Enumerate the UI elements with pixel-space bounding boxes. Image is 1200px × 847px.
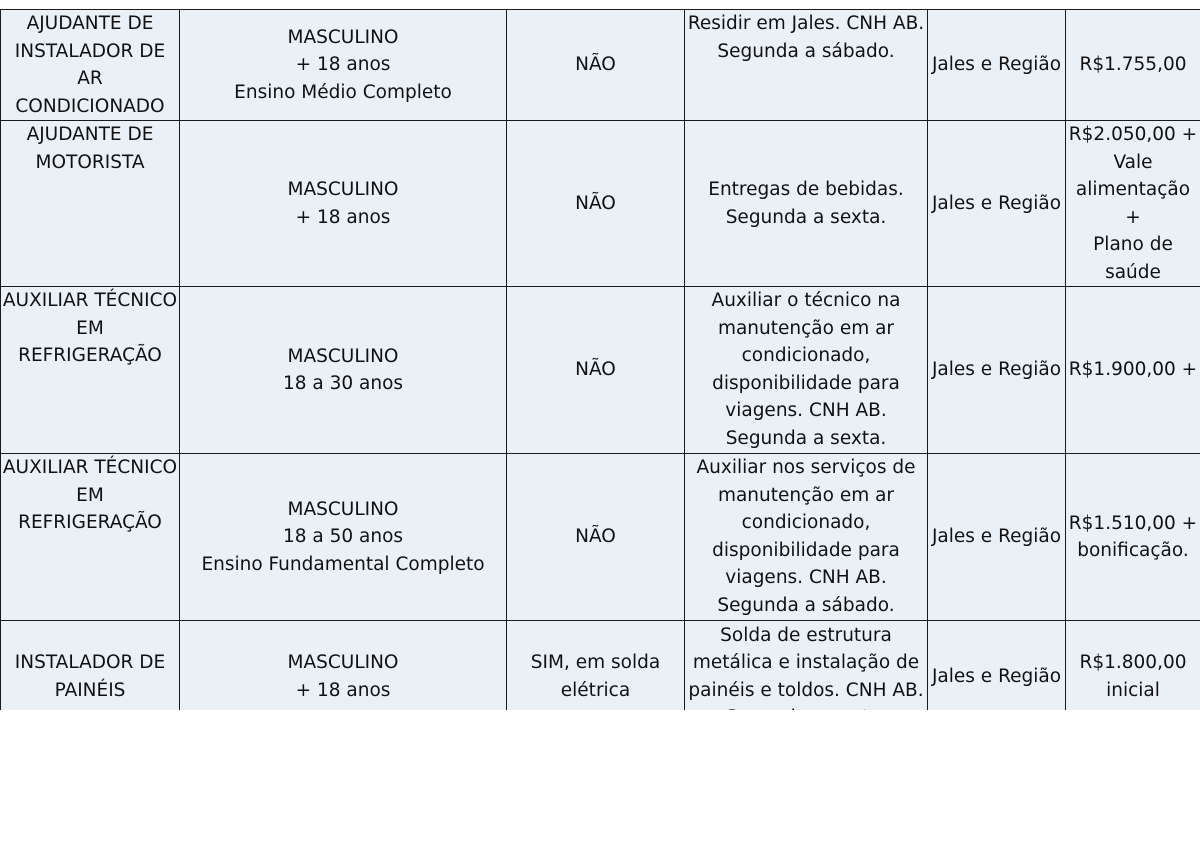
salary-line: R$1.510,00 + bbox=[1068, 512, 1198, 534]
location-cell bbox=[928, 287, 1066, 454]
position-line: AR bbox=[77, 68, 103, 89]
position-cell bbox=[1, 287, 180, 454]
experience-text: NÃO bbox=[575, 54, 616, 76]
position-line: EM bbox=[76, 317, 104, 339]
details-line: disponibilidade para bbox=[712, 539, 900, 561]
salary-line: Vale bbox=[1113, 151, 1153, 173]
salary-line: inicial bbox=[1106, 679, 1160, 701]
salary-line: R$2.050,00 + bbox=[1068, 124, 1198, 145]
experience-cell bbox=[507, 10, 685, 121]
details-line: Entregas de bebidas. bbox=[708, 179, 904, 200]
position-cell bbox=[1, 454, 180, 621]
position-line: AJUDANTE DE bbox=[26, 13, 154, 34]
details-line: Segunda a sexta. bbox=[725, 206, 887, 228]
experience-text: NÃO bbox=[575, 359, 616, 381]
salary-line: Plano de bbox=[1093, 234, 1173, 255]
table-row bbox=[1, 454, 1200, 621]
salary-line: alimentação + bbox=[1075, 179, 1196, 228]
profile-line: MASCULINO bbox=[287, 652, 399, 673]
profile-line: MASCULINO bbox=[287, 345, 399, 367]
position-cell bbox=[1, 121, 180, 287]
salary-line: saúde bbox=[1105, 261, 1161, 283]
position-cell bbox=[1, 10, 180, 121]
salary-line: R$1.900,00 + bbox=[1068, 359, 1198, 381]
details-line: manutenção em ar bbox=[717, 317, 895, 339]
profile-line: Ensino Médio Completo bbox=[234, 81, 452, 103]
table-row bbox=[1, 10, 1200, 121]
profile-line: MASCULINO bbox=[287, 26, 399, 48]
position-line: MOTORISTA bbox=[35, 151, 145, 173]
position-line: INSTALADOR DE bbox=[14, 40, 166, 62]
details-line: metálica e instalação de bbox=[692, 652, 920, 673]
experience-line: elétrica bbox=[560, 679, 631, 701]
details-cell bbox=[685, 454, 928, 621]
profile-line: Ensino Fundamental Completo bbox=[201, 553, 485, 575]
table-row bbox=[1, 287, 1200, 454]
location-cell bbox=[928, 10, 1066, 121]
position-line: INSTALADOR DE bbox=[14, 652, 166, 673]
profile-line: MASCULINO bbox=[287, 498, 399, 520]
experience-text: NÃO bbox=[575, 526, 616, 548]
profile-line: 18 a 30 anos bbox=[282, 373, 404, 394]
salary-line: R$1.800,00 bbox=[1079, 652, 1187, 673]
profile-line: + 18 anos bbox=[295, 206, 391, 228]
position-line: AUXILIAR TÉCNICO bbox=[2, 457, 178, 478]
details-line: painéis e toldos. CNH AB. bbox=[688, 679, 924, 701]
position-line: PAINÉIS bbox=[54, 679, 126, 701]
salary-line: R$1.755,00 bbox=[1079, 54, 1187, 76]
position-line: AUXILIAR TÉCNICO bbox=[2, 290, 178, 311]
salary-cell bbox=[1066, 454, 1200, 621]
experience-cell bbox=[507, 121, 685, 287]
details-line: Segunda a sexta. bbox=[725, 427, 887, 449]
details-line: Residir em Jales. CNH AB. bbox=[687, 13, 925, 34]
position-line: EM bbox=[76, 484, 104, 506]
profile-cell bbox=[180, 121, 507, 287]
details-cell bbox=[685, 121, 928, 287]
details-line: viagens. CNH AB. bbox=[725, 400, 887, 421]
job-listings-table bbox=[0, 9, 1200, 733]
details-line: Segunda a sábado. bbox=[717, 594, 895, 616]
experience-cell bbox=[507, 287, 685, 454]
position-line: REFRIGERAÇÃO bbox=[18, 345, 162, 366]
details-line: Segunda a sábado. bbox=[717, 40, 895, 62]
profile-line: + 18 anos bbox=[295, 679, 391, 701]
position-line: AJUDANTE DE bbox=[26, 124, 154, 145]
details-line: Auxiliar nos serviços de bbox=[696, 457, 916, 478]
profile-line: + 18 anos bbox=[295, 54, 391, 76]
profile-line: 18 a 50 anos bbox=[282, 526, 404, 548]
experience-line: SIM, em solda bbox=[530, 652, 661, 673]
profile-cell bbox=[180, 287, 507, 454]
salary-cell bbox=[1066, 10, 1200, 121]
details-line: disponibilidade para bbox=[712, 372, 900, 394]
location-text: Jales e Região bbox=[931, 665, 1062, 687]
profile-cell bbox=[180, 454, 507, 621]
location-text: Jales e Região bbox=[931, 192, 1062, 214]
position-line: CONDICIONADO bbox=[15, 95, 165, 117]
location-text: Jales e Região bbox=[931, 526, 1062, 548]
page-blank-area bbox=[0, 710, 1200, 847]
salary-cell bbox=[1066, 121, 1200, 287]
details-line: condicionado, bbox=[741, 512, 871, 533]
profile-line: MASCULINO bbox=[287, 179, 399, 200]
details-line: condicionado, bbox=[741, 345, 871, 366]
details-line: viagens. CNH AB. bbox=[725, 567, 887, 588]
experience-text: NÃO bbox=[575, 192, 616, 214]
details-cell bbox=[685, 10, 928, 121]
location-cell bbox=[928, 121, 1066, 287]
table-row bbox=[1, 121, 1200, 287]
profile-cell bbox=[180, 10, 507, 121]
location-text: Jales e Região bbox=[931, 54, 1062, 76]
position-line: REFRIGERAÇÃO bbox=[18, 512, 162, 533]
location-cell bbox=[928, 454, 1066, 621]
details-line: Solda de estrutura bbox=[720, 624, 892, 646]
salary-cell bbox=[1066, 287, 1200, 454]
experience-cell bbox=[507, 454, 685, 621]
salary-line: bonificação. bbox=[1077, 540, 1189, 561]
details-cell bbox=[685, 287, 928, 454]
location-text: Jales e Região bbox=[931, 359, 1062, 381]
details-line: manutenção em ar bbox=[717, 484, 895, 506]
details-line: Auxiliar o técnico na bbox=[711, 290, 901, 311]
